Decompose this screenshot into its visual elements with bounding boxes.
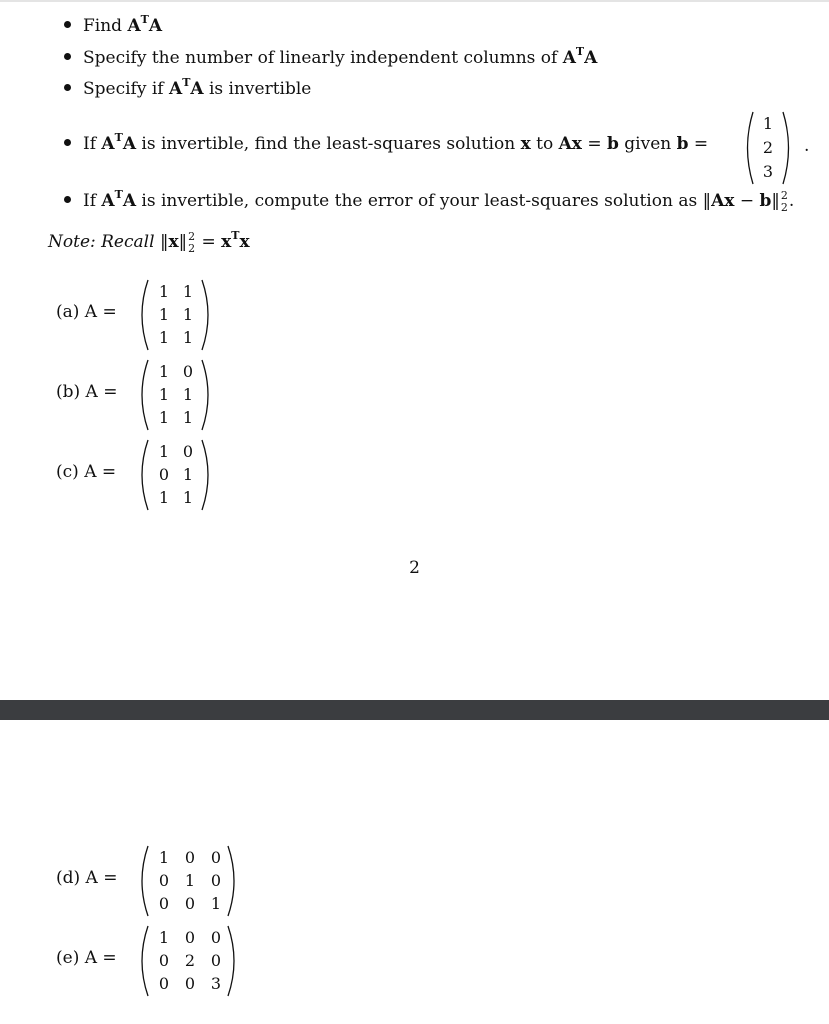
problem-label: (c) A = — [56, 462, 117, 482]
problem-a — [0, 278, 260, 352]
matrix-cell: 1 — [158, 848, 170, 867]
matrix-cell: 1 — [182, 385, 194, 404]
note-recall: Note: Recall ‖x‖ 2 2 = $x^Tx$ — [48, 229, 250, 255]
matrix-cell: 0 — [210, 871, 222, 890]
matrix-cell: 0 — [184, 974, 196, 993]
page-divider — [0, 700, 829, 720]
problem-label: (b) A = — [56, 382, 118, 402]
matrix-cell: 0 — [182, 442, 194, 461]
matrix-cell: 1 — [184, 871, 196, 890]
bullet-dot — [64, 84, 71, 91]
ata-expr: $A^TA$ — [127, 13, 163, 36]
bullet-least-squares: If $A^TA$ is invertible, find the least-squares solution x to Ax = b given b = — [64, 134, 708, 154]
vector-b-entry: 2 — [762, 138, 774, 157]
matrix-cell: 1 — [158, 408, 170, 427]
matrix-cell: 0 — [182, 362, 194, 381]
matrix-cell: 1 — [182, 282, 194, 301]
bullet-invertible: Specify if $A^TA$ is invertible — [64, 79, 311, 99]
problem-e — [0, 924, 300, 998]
sentence-period: . — [804, 136, 810, 156]
matrix-cell: 0 — [184, 928, 196, 947]
vector-b-entry: 1 — [762, 114, 774, 133]
matrix-cell: 0 — [158, 871, 170, 890]
matrix-cell: 1 — [182, 328, 194, 347]
bullet-independent-columns: Specify the number of linearly independent columns of $A^TA$ — [64, 48, 597, 68]
matrix-cell: 1 — [182, 465, 194, 484]
matrix-cell: 0 — [210, 951, 222, 970]
bullet-error: If $A^TA$ is invertible, compute the error of your least-squares solution as ‖Ax − b‖ 2 2 . — [64, 191, 794, 211]
problem-c — [0, 438, 260, 512]
top-border — [0, 0, 829, 2]
matrix-cell: 0 — [210, 928, 222, 947]
matrix-cell: 1 — [158, 282, 170, 301]
problem-label: (a) A = — [56, 302, 117, 322]
bullet-find-ata: Find $A^TA$ — [64, 16, 162, 36]
matrix-cell: 3 — [210, 974, 222, 993]
matrix-cell: 0 — [158, 951, 170, 970]
page-lower — [0, 720, 829, 1024]
page-number: 2 — [409, 558, 420, 578]
ata-expr: $A^TA$ — [101, 131, 137, 154]
bullet-dot — [64, 139, 71, 146]
matrix-cell: 1 — [158, 328, 170, 347]
matrix-cell: 0 — [184, 848, 196, 867]
matrix-cell: 1 — [158, 442, 170, 461]
matrix-cell: 1 — [158, 385, 170, 404]
problem-b — [0, 358, 260, 432]
matrix-cell: 0 — [158, 894, 170, 913]
matrix-cell: 1 — [182, 488, 194, 507]
matrix-cell: 0 — [184, 894, 196, 913]
problem-label: (e) A = — [56, 948, 117, 968]
matrix-cell: 1 — [158, 488, 170, 507]
matrix-cell: 1 — [158, 928, 170, 947]
matrix-cell: 1 — [182, 408, 194, 427]
matrix-cell: 1 — [158, 362, 170, 381]
bullet-dot — [64, 196, 71, 203]
ata-expr: $A^TA$ — [562, 45, 598, 68]
vector-b — [744, 110, 824, 186]
matrix-cell: 1 — [158, 305, 170, 324]
matrix-cell: 0 — [158, 465, 170, 484]
ata-expr: $A^TA$ — [101, 188, 137, 211]
bullet-dot — [64, 53, 71, 60]
vector-b-brackets — [744, 110, 824, 186]
matrix-cell: 0 — [210, 848, 222, 867]
vector-b-entry: 3 — [762, 162, 774, 181]
matrix-cell: 1 — [210, 894, 222, 913]
bullet-dot — [64, 21, 71, 28]
matrix-cell: 0 — [158, 974, 170, 993]
ata-expr: $A^TA$ — [168, 76, 204, 99]
problem-d — [0, 844, 300, 918]
problem-label: (d) A = — [56, 868, 118, 888]
matrix-cell: 2 — [184, 951, 196, 970]
matrix-cell: 1 — [182, 305, 194, 324]
